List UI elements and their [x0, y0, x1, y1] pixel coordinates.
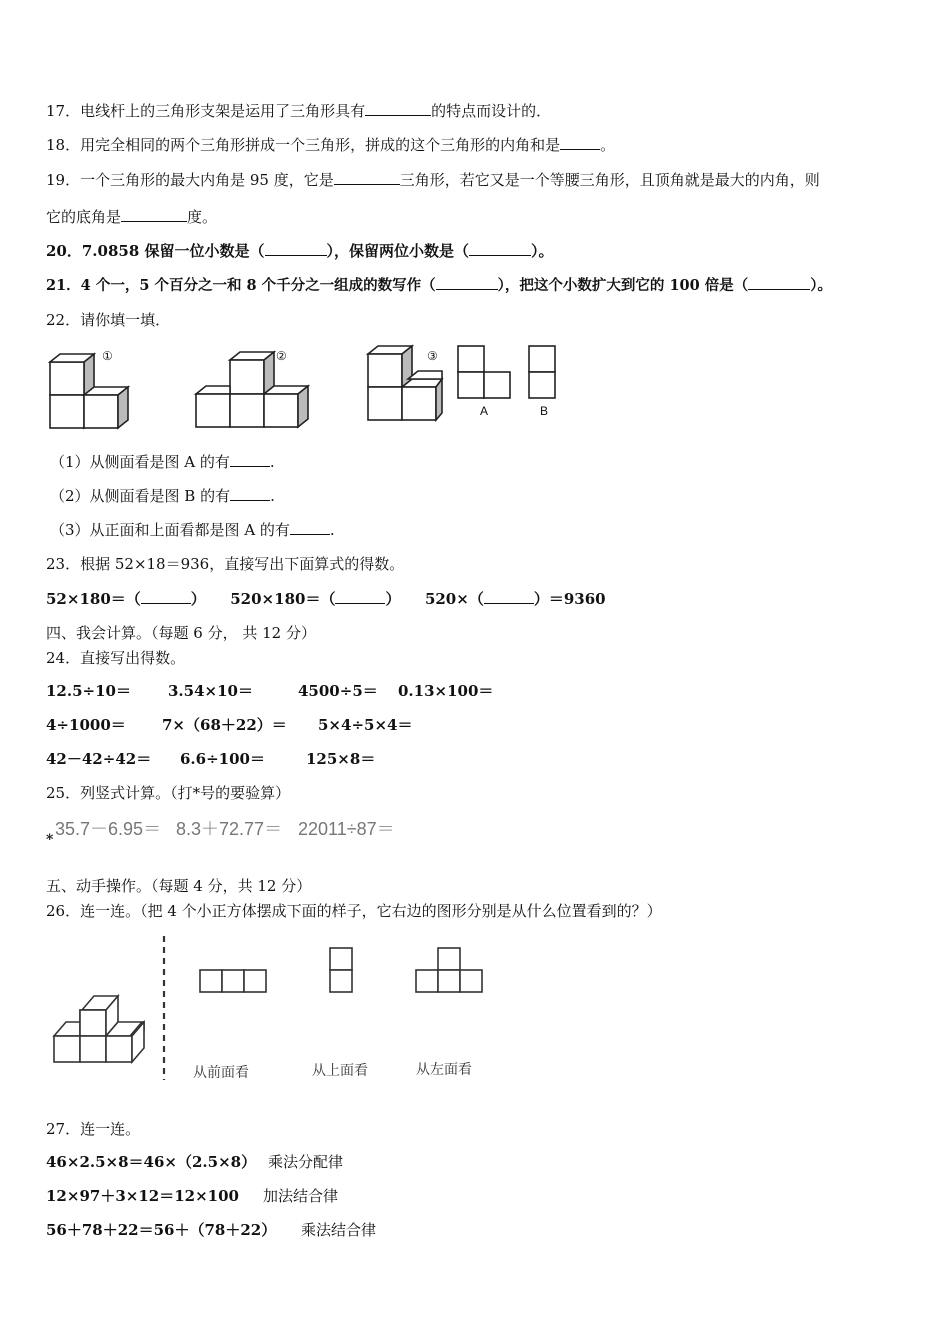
q24-item: 6.6÷100＝ [180, 750, 265, 768]
q17-text-end: 的特点而设计的． [431, 102, 552, 120]
q27-law[interactable]: 乘法分配律 [268, 1153, 344, 1171]
q21-answer-blank-2[interactable] [748, 275, 810, 290]
figure-1-cubes [50, 354, 138, 428]
q25-expr-1: 35.7－6.95＝ [55, 819, 162, 839]
q18-end: 。 [600, 136, 616, 154]
view-label-top: 从上面看 [312, 1063, 368, 1079]
figure-2-cubes [196, 352, 308, 427]
q22-sub-1-text: （1）从侧面看是图 A 的有 [50, 453, 230, 471]
q23-expr-3: 520×（ [424, 590, 484, 608]
q24-row-1 [46, 681, 493, 701]
q24-item: 3.54×10＝ [168, 682, 253, 700]
q22-sub-1-end: . [269, 453, 275, 471]
top-view-squares [330, 948, 352, 992]
q23-blank-2[interactable] [335, 589, 385, 604]
q24-row-3 [46, 749, 375, 769]
q23-expr-2: 520×180＝（ [230, 590, 336, 608]
q22-sub-1 [50, 452, 275, 472]
question-19-line1 [46, 170, 820, 190]
q23-blank-1[interactable] [141, 589, 191, 604]
question-27-title: 27．连一连。 [46, 1120, 141, 1138]
q27-expr[interactable]: 56＋78＋22＝56＋（78＋22） [46, 1221, 277, 1239]
figure-1-label: ① [102, 349, 113, 363]
q18-text: 18．用完全相同的两个三角形拼成一个三角形，拼成的这个三角形的内角和是 [46, 136, 561, 154]
question-17 [46, 101, 551, 121]
q21-text-b: ），把这个小数扩大到它的 100 倍是（ [497, 277, 749, 294]
q23-expr-2-end: ） [385, 590, 401, 608]
q22-sub-2-end: . [270, 487, 275, 505]
question-23-exprs [46, 589, 606, 609]
question-25-title: 25．列竖式计算。（打*号的要验算） [46, 784, 291, 802]
q19-answer-blank-2[interactable] [121, 207, 187, 222]
question-18 [46, 135, 615, 155]
q22-sub-3 [50, 520, 335, 540]
view-b-squares [529, 346, 555, 398]
q22-sub-1-blank[interactable] [230, 452, 270, 467]
question-24-title: 24．直接写出得数。 [46, 649, 186, 667]
q23-expr-1: 52×180＝（ [46, 590, 141, 608]
q19-text-d: 度。 [187, 208, 218, 226]
q19-text-a: 19．一个三角形的最大内角是 95 度，它是 [46, 171, 334, 189]
q24-item: 7×（68＋22）＝ [162, 716, 287, 734]
q22-sub-3-text: （3）从正面和上面看都是图 A 的有 [50, 521, 290, 539]
q27-row-2 [46, 1186, 338, 1206]
q22-sub-3-blank[interactable] [290, 520, 330, 535]
q24-row-2 [46, 715, 412, 735]
q27-row-3 [46, 1220, 376, 1240]
q26-cube-stack [54, 996, 144, 1062]
q25-star: * [46, 832, 54, 848]
q24-item: 42－42÷42＝ [46, 750, 152, 768]
section-5-heading: 五、动手操作。（每题 4 分，共 12 分） [46, 877, 312, 895]
q27-row-1 [46, 1152, 343, 1172]
figure-2-label: ② [276, 349, 287, 363]
question-21 [46, 275, 832, 296]
question-19-line2 [46, 207, 217, 227]
question-26-title: 26．连一连。（把 4 个小正方体摆成下面的样子，它右边的图形分别是从什么位置看到的？） [46, 902, 662, 920]
q22-sub-2-blank[interactable] [230, 486, 270, 501]
q20-text-a: 20．7.0858 保留一位小数是（ [46, 242, 265, 260]
front-view-squares [200, 970, 266, 992]
q24-item: 5×4÷5×4＝ [318, 716, 413, 734]
view-a-squares [458, 346, 510, 398]
q19-answer-blank-1[interactable] [334, 170, 400, 185]
q27-law[interactable]: 乘法结合律 [301, 1221, 377, 1239]
q21-text-c: ）。 [810, 277, 833, 294]
q22-sub-2-text: （2）从侧面看是图 B 的有 [50, 487, 231, 505]
q20-answer-blank-1[interactable] [265, 241, 327, 256]
q24-item: 0.13×100＝ [398, 682, 494, 700]
q19-text-c: 它的底角是 [46, 208, 122, 226]
figure-3-label: ③ [427, 349, 438, 363]
q24-item: 12.5÷10＝ [46, 682, 131, 700]
q25-expr-2: 8.3＋72.77＝ [176, 819, 283, 839]
question-20 [46, 241, 554, 261]
left-view-squares [416, 948, 482, 992]
q22-cube-figures [44, 340, 564, 435]
question-22-title: 22．请你填一填． [46, 311, 171, 329]
q17-text: 17．电线杆上的三角形支架是运用了三角形具有 [46, 102, 366, 120]
q22-sub-3-end: . [329, 521, 335, 539]
view-label-left: 从左面看 [416, 1062, 472, 1078]
q21-text-a: 21．4 个一，5 个百分之一和 8 个千分之一组成的数写作（ [46, 277, 436, 294]
q23-expr-3-end: ）＝9360 [533, 590, 606, 608]
q17-answer-blank[interactable] [365, 101, 431, 116]
q20-text-b: ），保留两位小数是（ [326, 242, 470, 260]
q27-expr[interactable]: 12×97＋3×12＝12×100 [46, 1187, 239, 1205]
q27-law[interactable]: 加法结合律 [263, 1187, 339, 1205]
q27-expr[interactable]: 46×2.5×8＝46×（2.5×8） [46, 1153, 257, 1171]
question-23-title: 23．根据 52×18＝936，直接写出下面算式的得数。 [46, 555, 405, 573]
q25-expr-3: 22011÷87＝ [298, 819, 395, 839]
view-label-front: 从前面看 [193, 1065, 249, 1081]
q19-text-b: 三角形，若它又是一个等腰三角形，且顶角就是最大的内角，则 [399, 171, 820, 189]
q24-item: 4÷1000＝ [46, 716, 126, 734]
section-4-heading: 四、我会计算。（每题 6 分， 共 12 分） [46, 624, 316, 642]
q21-answer-blank-1[interactable] [436, 275, 498, 290]
view-b-label: B [540, 404, 549, 418]
q20-text-c: ）。 [531, 242, 554, 260]
q24-item: 125×8＝ [306, 750, 376, 768]
q23-expr-1-end: ） [190, 590, 206, 608]
q24-item: 4500÷5＝ [298, 682, 378, 700]
view-a-label: A [480, 404, 489, 418]
q23-blank-3[interactable] [484, 589, 534, 604]
q22-sub-2 [50, 486, 275, 506]
q20-answer-blank-2[interactable] [469, 241, 531, 256]
q18-answer-blank[interactable] [560, 135, 600, 150]
